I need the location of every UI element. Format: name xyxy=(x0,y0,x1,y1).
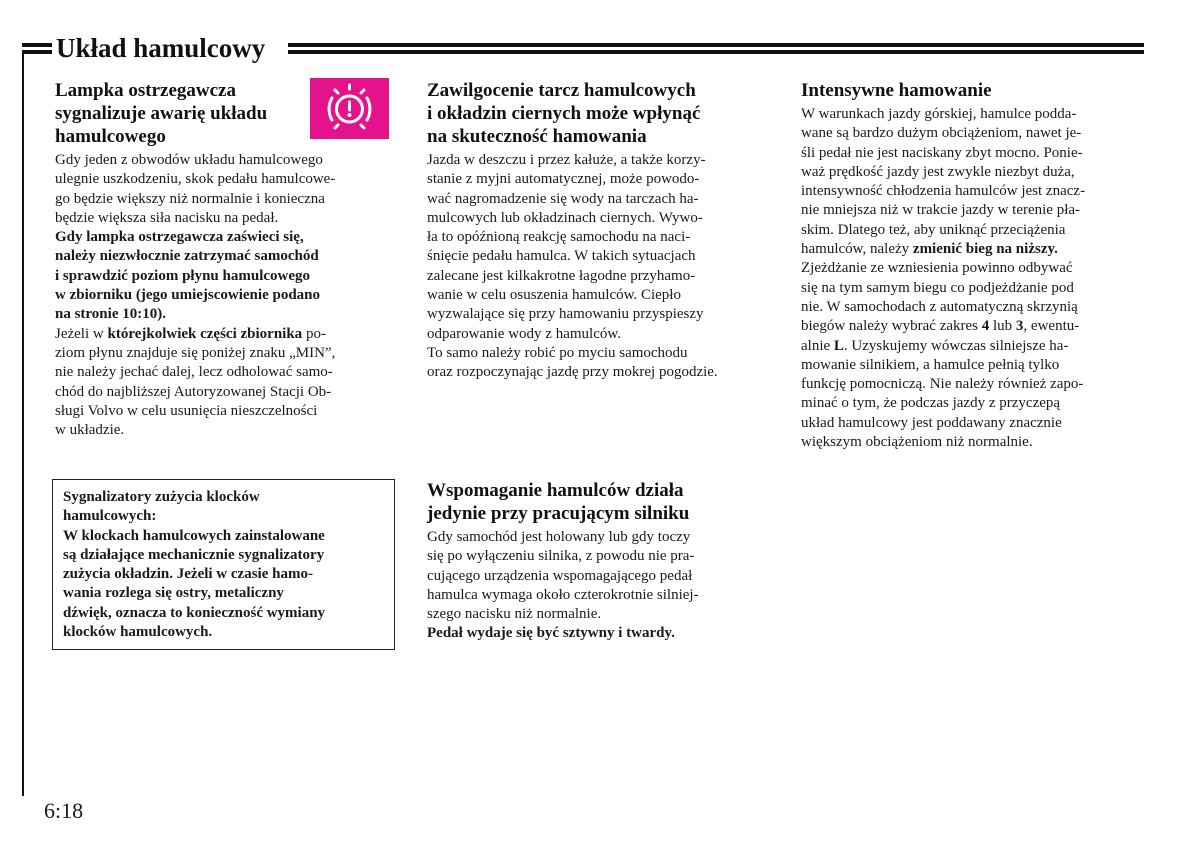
header-rule-right-top xyxy=(288,43,1144,47)
brake-assist-paragraph: Gdy samochód jest holowany lub gdy toczy się po wyłączeniu silnika, z powodu nie pra- cującego urządzenia wspomagającego pedał hamulca wymaga około czterokrotnie silniej- szego nacisku niż normalnie. Pedał wydaje się być sztywny i twardy. xyxy=(427,529,699,642)
note-box xyxy=(52,479,395,650)
column-3 xyxy=(801,79,1156,452)
header-rule-left-bottom xyxy=(22,50,52,54)
intensive-braking-paragraph: W warunkach jazdy górskiej, hamulce podda- wane są bardzo dużym obciążeniom, nawet je- śli pedał nie jest naciskany zbyt mocno. Ponie- waż prędkość jazdy jest zwykle niezbyt duża, intensywność chłodzenia hamulców jest znacz- nie mniejsza niż w trakcie jazdy w terenie pła- skim. Dlatego też, aby uniknąć przeciążenia hamulców, należy zmienić bieg na niższy. Zjeżdżanie ze wzniesienia powinno odbywać się na tym samym biegu co podjeżdżanie pod nie. W samochodach z automatyczną skrzynią biegów należy wybrać zakres 4 lub 3, ewentu- alnie L. Uzyskujemy wówczas silniejsze ha- mowanie silnikiem, a hamulce pełnią tylko funkcję pomocniczą. Nie należy również zapo- minać o tym, że podczas jazdy z przyczepą układ hamulcowy jest poddawany znacznie większym obciążeniom niż normalnie. xyxy=(801,106,1086,451)
brake-warning-icon xyxy=(310,78,389,139)
wet-brakes-paragraph: Jazda w deszczu i przez kałuże, a także korzy- stanie z myjni automatycznej, może powodo- wać nagromadzenie się wody na tarczach ha- mulcowych lub okładzinach ciernych. Wywo- ła to opóźnioną reakcję samochodu na naci- śnięcie pedału hamulca. W takich sytuacjach zalecane jest kilkakrotne łagodne przyhamo- wanie w celu osuszenia hamulców. Ciepło wyzwalające się przy hamowaniu przyspieszy odparowanie wody z hamulców. To samo należy robić po myciu samochodu oraz rozpoczynając jazdę przy mokrej pogodzie. xyxy=(427,152,718,381)
brake-assist-heading: Wspomaganie hamulców działa jedynie przy pracującym silniku xyxy=(427,480,690,524)
stiff-pedal-note: Pedał wydaje się być sztywny i twardy. xyxy=(427,625,675,642)
header-rule-right-bottom xyxy=(288,50,1144,54)
left-margin-rule xyxy=(22,54,24,796)
brake-pad-wear-note: Sygnalizatory zużycia klocków hamulcowych: W klockach hamulcowych zainstalowane są działające mechanicznie sygnalizatory zużycia okładzin. Jeżeli w czasie hamo- wania rozlega się ostry, metaliczny dźwięk, oznacza to konieczność wymiany klocków hamulcowych. xyxy=(63,489,326,641)
page-title: Układ hamulcowy xyxy=(56,33,266,63)
column-2-lower xyxy=(427,479,782,644)
column-2 xyxy=(427,79,782,383)
wet-brakes-heading: Zawilgocenie tarcz hamulcowych i okładzin ciernych może wpłynąć na skuteczność hamowania xyxy=(427,80,701,147)
warning-lamp-heading: Lampka ostrzegawcza sygnalizuje awarię układu hamulcowego xyxy=(55,80,268,147)
reservoir-paragraph: Jeżeli w którejkolwiek części zbiornika po- ziom płynu znajduje się poniżej znaku „MIN”, nie należy jechać dalej, lecz odholować samo- chód do najbliższej Autoryzowanej Stacji Ob- sługi Volvo w celu usunięcia nieszczelności w układzie. xyxy=(55,325,336,439)
intensive-braking-heading: Intensywne hamowanie xyxy=(801,80,992,101)
page-number: 6:18 xyxy=(44,798,84,823)
header-rule-left-top xyxy=(22,43,52,47)
warning-lamp-paragraph: Gdy jeden z obwodów układu hamulcowego ulegnie uszkodzeniu, skok pedału hamulcowe- go będzie większy niż normalnie i konieczna będzie większa siła nacisku na pedał. Gdy lampka ostrzegawcza zaświeci się, należy niezwłocznie zatrzymać samochód i sprawdzić poziom płynu hamulcowego w zbiorniku (jego umiejscowienie podano na stronie 10:10). xyxy=(55,152,336,323)
